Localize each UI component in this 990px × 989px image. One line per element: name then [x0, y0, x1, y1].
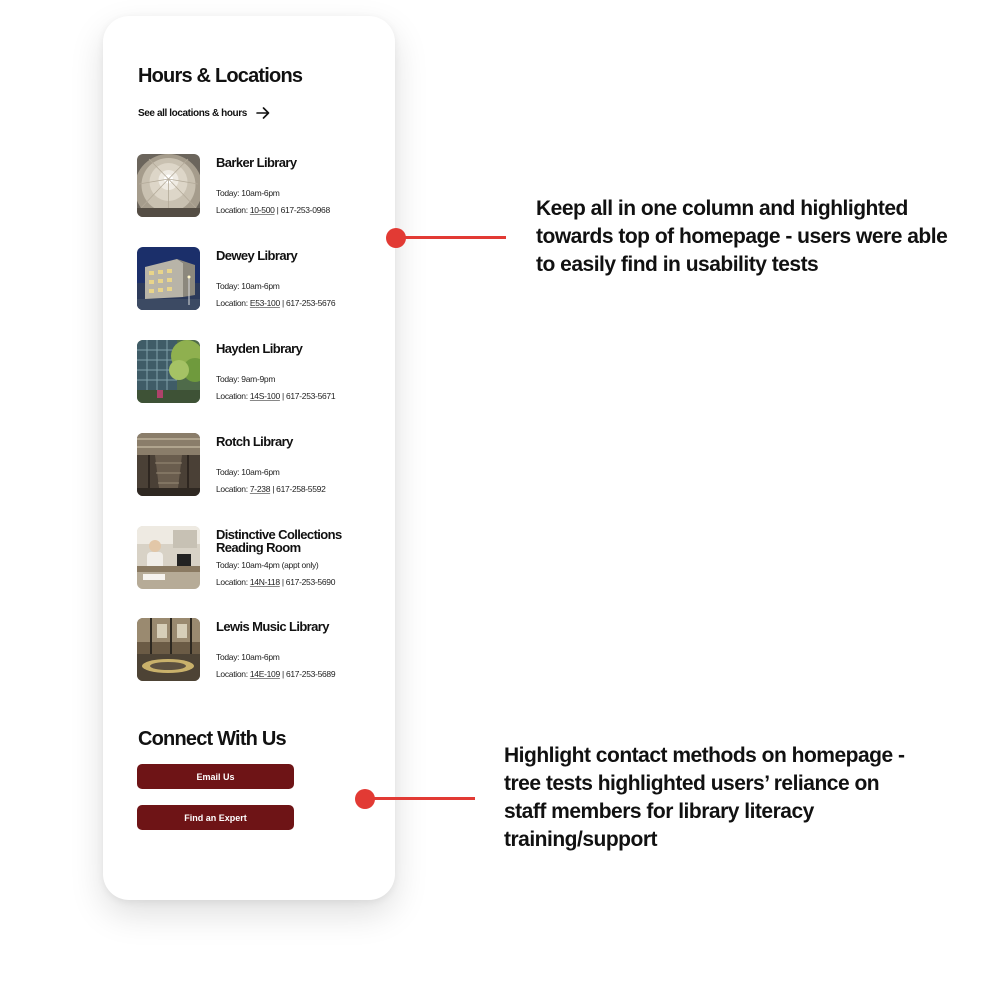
- location-prefix: Location:: [216, 577, 248, 587]
- room-link[interactable]: 14N-118: [249, 577, 280, 587]
- location-hours: Today: 10am-6pm: [216, 281, 280, 291]
- connect-title: Connect With Us: [138, 728, 286, 750]
- location-details: [216, 577, 335, 587]
- annotation-connector-bottom: [373, 797, 475, 800]
- location-details: [216, 205, 330, 215]
- barker-library-image: [137, 154, 200, 217]
- phone-number: | 617-253-5676: [281, 298, 336, 308]
- location-details: [216, 669, 335, 679]
- find-an-expert-button[interactable]: Find an Expert: [137, 805, 294, 830]
- location-item-dewey: [137, 247, 377, 313]
- email-us-button[interactable]: Email Us: [137, 764, 294, 789]
- phone-number: | 617-258-5592: [272, 484, 326, 494]
- hayden-library-image: [137, 340, 200, 403]
- room-link[interactable]: E53-100: [249, 298, 280, 308]
- location-hours: Today: 10am-6pm: [216, 188, 280, 198]
- phone-number: | 617-253-0968: [276, 205, 330, 215]
- location-name[interactable]: Hayden Library: [216, 341, 303, 356]
- room-link[interactable]: 14E-109: [249, 669, 280, 679]
- phone-number: | 617-253-5671: [281, 391, 336, 401]
- location-prefix: Location:: [216, 298, 248, 308]
- location-hours: Today: 10am-6pm: [216, 467, 280, 477]
- location-name[interactable]: Dewey Library: [216, 248, 298, 263]
- location-name[interactable]: Barker Library: [216, 155, 297, 170]
- location-name[interactable]: Distinctive Collections Reading Room: [216, 527, 342, 555]
- location-details: [216, 298, 335, 308]
- phone-number: | 617-253-5690: [281, 577, 336, 587]
- phone-number: | 617-253-5689: [281, 669, 336, 679]
- reading-room-image: [137, 526, 200, 589]
- location-hours: Today: 9am-9pm: [216, 374, 276, 384]
- annotation-marker-bottom: [355, 789, 375, 809]
- location-prefix: Location:: [216, 205, 248, 215]
- room-link[interactable]: 7-238: [249, 484, 271, 494]
- location-item-rotch: [137, 433, 377, 499]
- mobile-homepage-card: [103, 16, 395, 900]
- annotation-marker-top: [386, 228, 406, 248]
- location-details: [216, 484, 326, 494]
- arrow-right-icon: [256, 107, 270, 119]
- room-link[interactable]: 10-500: [249, 205, 275, 215]
- dewey-library-image: [137, 247, 200, 310]
- location-item-lewis-music: [137, 618, 377, 684]
- location-prefix: Location:: [216, 484, 248, 494]
- annotation-text-top: Keep all in one column and highlighted towards top of homepage - users were able to easily find in usability tests: [536, 197, 948, 276]
- hours-locations-title: Hours & Locations: [138, 65, 303, 87]
- location-prefix: Location:: [216, 669, 248, 679]
- location-item-distinctive-collections: [137, 526, 377, 592]
- location-name[interactable]: Lewis Music Library: [216, 619, 329, 634]
- lewis-music-library-image: [137, 618, 200, 681]
- location-hours: Today: 10am-4pm (appt only): [216, 560, 319, 570]
- location-hours: Today: 10am-6pm: [216, 652, 280, 662]
- location-item-hayden: [137, 340, 377, 406]
- location-item-barker: [137, 154, 377, 220]
- room-link[interactable]: 14S-100: [249, 391, 280, 401]
- annotation-text-bottom: Highlight contact methods on homepage - tree tests highlighted users’ reliance on staff members for library literacy training/support: [504, 744, 905, 851]
- location-prefix: Location:: [216, 391, 248, 401]
- annotation-connector-top: [404, 236, 506, 239]
- see-all-locations-link[interactable]: [138, 105, 270, 121]
- location-name[interactable]: Rotch Library: [216, 434, 293, 449]
- rotch-library-image: [137, 433, 200, 496]
- see-all-label: See all locations & hours: [138, 107, 247, 119]
- location-details: [216, 391, 335, 401]
